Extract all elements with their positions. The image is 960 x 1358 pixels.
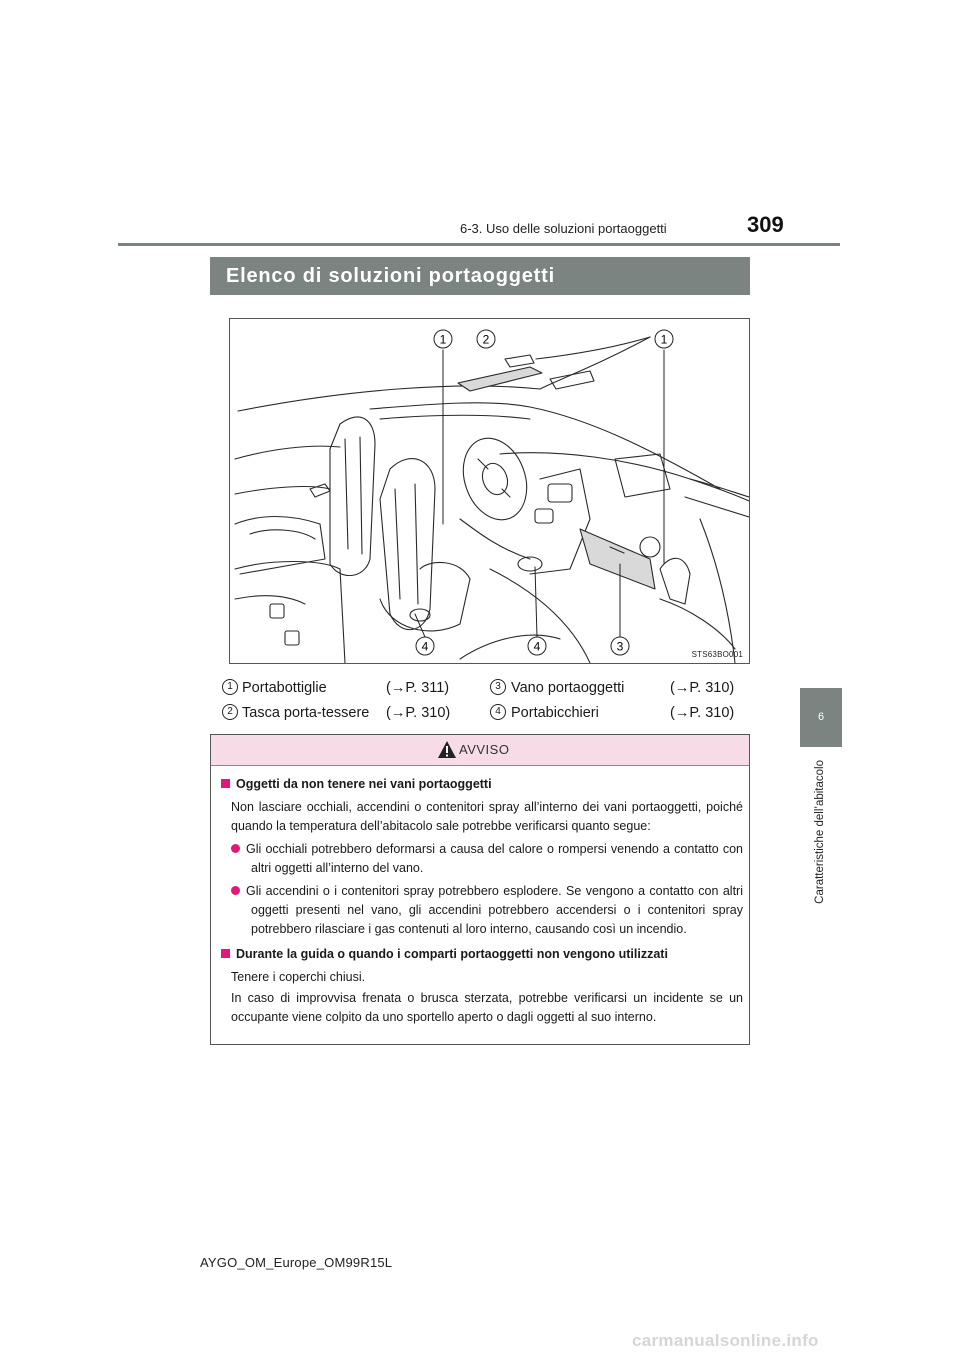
legend-label-2: Tasca porta-tessere	[242, 705, 370, 721]
section-title-bar	[210, 257, 750, 295]
square-bullet-icon	[221, 949, 230, 958]
interior-illustration	[229, 318, 750, 664]
warning-bullet-1	[221, 840, 743, 878]
legend-ref-4[interactable]: (→P. 310)	[670, 705, 735, 721]
legend-label-1: Portabottiglie	[242, 680, 327, 696]
section-title: Elenco di soluzioni portaoggetti	[226, 265, 555, 287]
warning-heading-2-text: Durante la guida o quando i comparti portaoggetti non vengono utilizzati	[236, 947, 668, 961]
callout-2: 2	[482, 332, 490, 347]
legend-number-1: 1	[222, 679, 238, 695]
callout-4-left: 4	[421, 639, 429, 654]
warning-body	[221, 775, 743, 1029]
round-bullet-icon	[231, 886, 240, 895]
round-bullet-icon	[231, 844, 240, 853]
header-section-title: 6-3. Uso delle soluzioni portaoggetti	[460, 221, 667, 236]
chapter-label-text: Caratteristiche dell’abitacolo	[814, 760, 826, 904]
warning-bullet-1-text: Gli occhiali potrebbero deformarsi a causa del calore o rompersi venendo a contatto con altri oggetti all’interno del vano.	[246, 842, 743, 875]
footer-site-watermark[interactable]: carmanualsonline.info	[632, 1331, 819, 1350]
legend-item-3	[490, 677, 506, 695]
square-bullet-icon	[221, 779, 230, 788]
legend-label-4: Portabicchieri	[511, 705, 599, 721]
warning-line-1: Tenere i coperchi chiusi.	[231, 970, 366, 984]
warning-title: AVVISO	[459, 742, 510, 757]
callout-4-right: 4	[533, 639, 541, 654]
legend-item-4	[490, 702, 506, 720]
legend-number-2: 2	[222, 704, 238, 720]
callout-1-left: 1	[439, 332, 447, 347]
page-number: 309	[747, 212, 784, 237]
legend-item-1	[222, 677, 238, 695]
callout-3: 3	[616, 639, 624, 654]
warning-header	[211, 735, 749, 766]
warning-heading-1-text: Oggetti da non tenere nei vani portaoggetti	[236, 777, 492, 791]
warning-paragraph-1: Non lasciare occhiali, accendini o contenitori spray all’interno dei vani portaoggetti, poiché quando la temperatura dell’abitacolo sale potrebbe verificarsi quanto segue:	[231, 800, 743, 833]
header-rule	[118, 243, 840, 246]
warning-bullet-2-text: Gli accendini o i contenitori spray potrebbero esplodere. Se vengono a contatto con altri oggetti presenti nel vano, gli accendini potrebbero accendersi o i contenitori spray potrebbero rilasciare i gas contenuti al loro interno, causando così un incendio.	[246, 884, 743, 936]
legend-label-3: Vano portaoggetti	[511, 680, 625, 696]
legend-number-3: 3	[490, 679, 506, 695]
callout-1-right: 1	[660, 332, 668, 347]
figure-callouts	[416, 330, 673, 655]
legend-ref-2[interactable]: (→P. 310)	[386, 705, 451, 721]
warning-heading-1	[221, 775, 743, 794]
warning-bullet-2	[221, 882, 743, 939]
chapter-tab[interactable]: 6	[800, 688, 842, 747]
figure-code: STS63BO001	[691, 650, 743, 659]
legend-ref-3[interactable]: (→P. 310)	[670, 680, 735, 696]
legend-item-2	[222, 702, 238, 720]
warning-triangle-icon	[437, 740, 457, 759]
chapter-label	[814, 760, 830, 960]
warning-heading-2	[221, 945, 743, 964]
legend-number-4: 4	[490, 704, 506, 720]
warning-box	[210, 734, 750, 1045]
legend-ref-1[interactable]: (→P. 311)	[386, 680, 450, 696]
footer-doc-id: AYGO_OM_Europe_OM99R15L	[200, 1255, 393, 1270]
car-interior-drawing	[230, 319, 749, 663]
warning-line-2: In caso di improvvisa frenata o brusca sterzata, potrebbe verificarsi un incidente se un occupante viene colpito da uno sportello aperto o dagli oggetti al suo interno.	[231, 991, 743, 1024]
